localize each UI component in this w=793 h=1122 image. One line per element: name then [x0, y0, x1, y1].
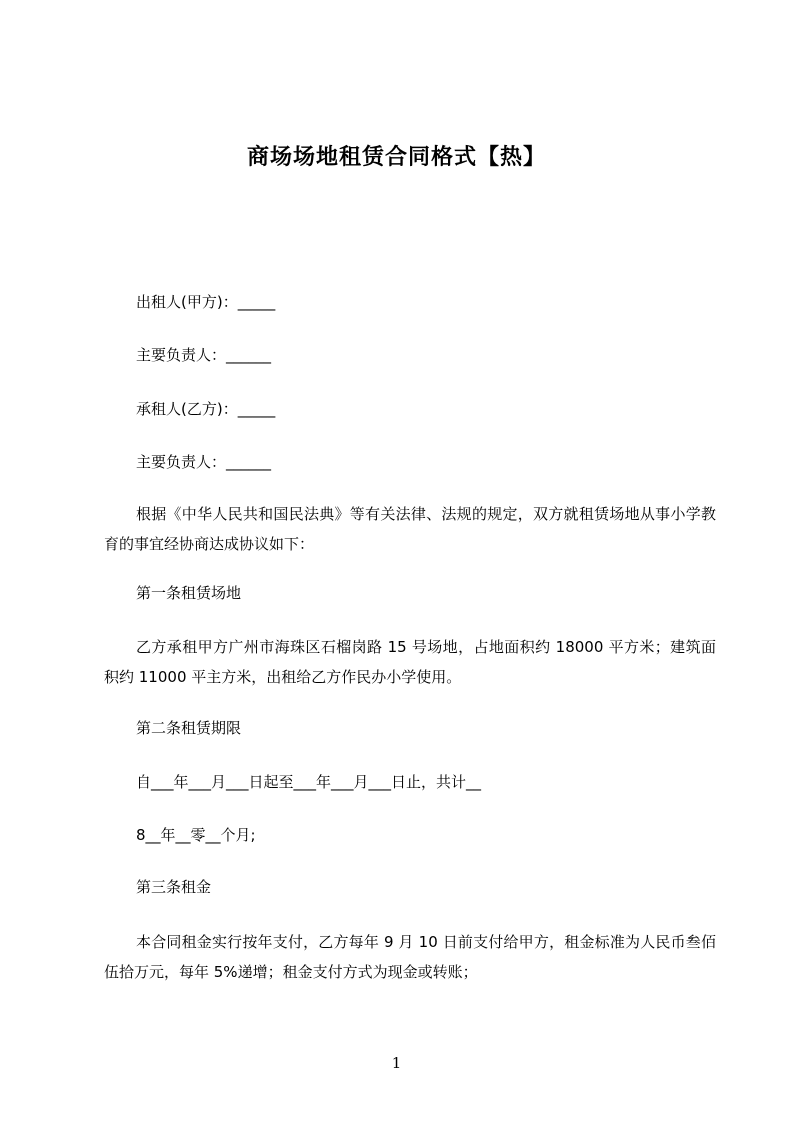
preamble-paragraph: 根据《中华人民共和国民法典》等有关法律、法规的规定，双方就租赁场地从事小学教育的事宜经协商达成协议如下：	[104, 505, 716, 553]
article-2-term-line: 自___年___月___日起至___年___月___日止，共计__	[136, 773, 482, 791]
lessor-representative-line: 主要负责人：______	[136, 346, 272, 364]
article-2-duration-line: 8__年__零__个月;	[136, 826, 256, 844]
article-1-paragraph: 乙方承租甲方广州市海珠区石榴岗路 15 号场地，占地面积约 18000 平方米；建筑面积约 11000 平主方米，出租给乙方作民办小学使用。	[104, 638, 716, 686]
page-number: 1	[391, 1054, 402, 1072]
document-title: 商场场地租赁合同格式【热】	[246, 145, 546, 170]
article-3-paragraph: 本合同租金实行按年支付，乙方每年 9 月 10 日前支付给甲方，租金标准为人民币叁佰伍拾万元，每年 5%递增；租金支付方式为现金或转账；	[104, 933, 716, 981]
article-1-heading: 第一条租赁场地	[136, 584, 242, 602]
lessor-line: 出租人(甲方)：_____	[136, 293, 276, 311]
article-3-heading: 第三条租金	[136, 878, 212, 896]
lessee-representative-line: 主要负责人：______	[136, 453, 272, 471]
article-2-heading: 第二条租赁期限	[136, 719, 242, 737]
lessee-line: 承租人(乙方)：_____	[136, 400, 276, 418]
